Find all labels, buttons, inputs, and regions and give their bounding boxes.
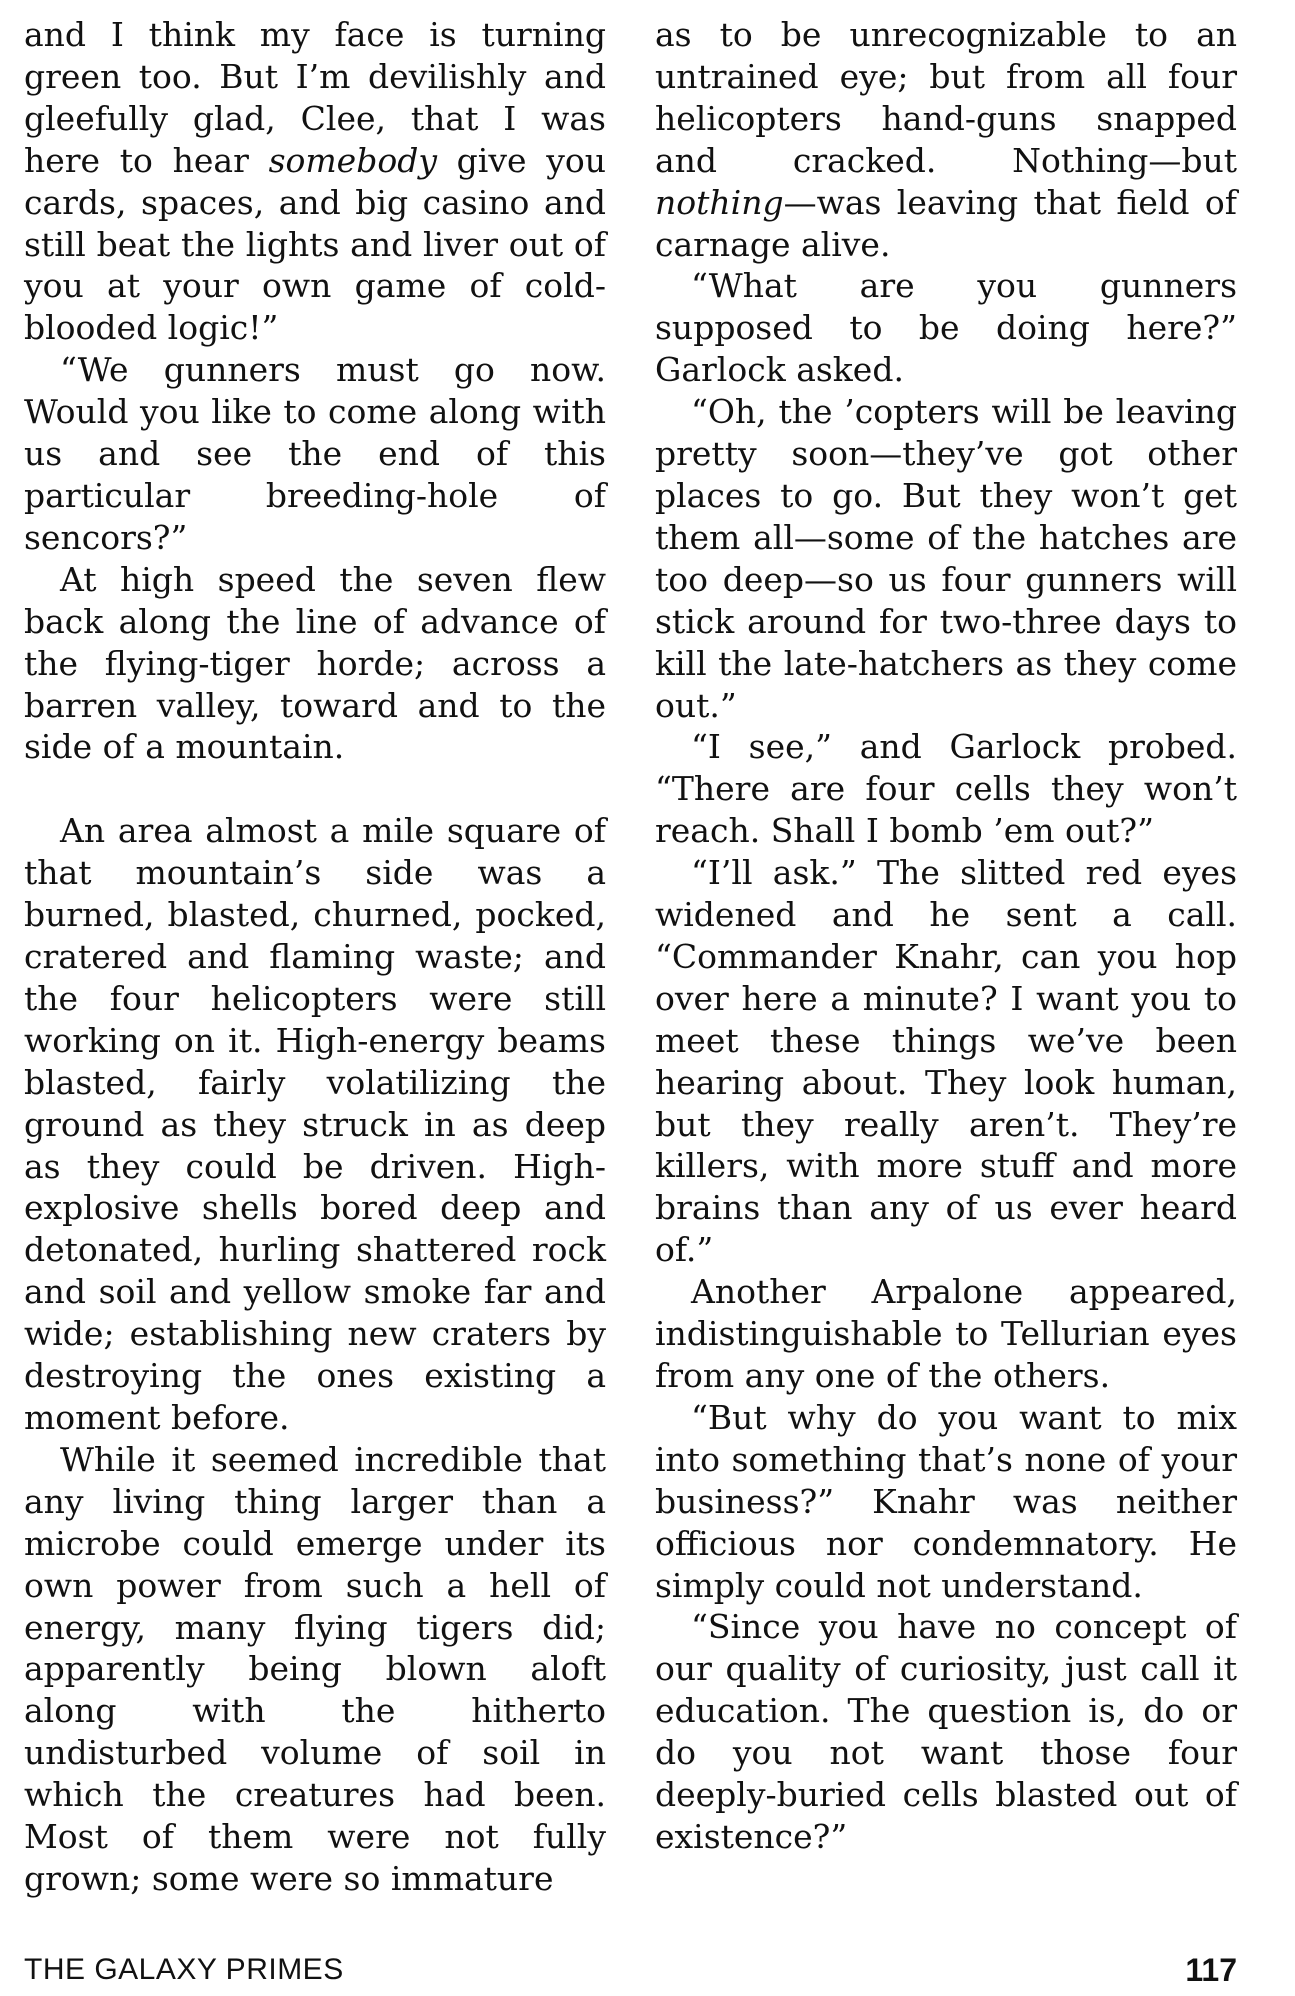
page-footer xyxy=(24,1950,1237,1990)
paragraph xyxy=(24,14,606,349)
left-column xyxy=(24,14,606,1900)
paragraph: “I see,” and Garlock probed. “There are four cells they won’t reach. Shall I bomb ’em out?” xyxy=(655,727,1237,851)
paragraph-text: and I think my face is turning green too. But I’m devilishly and gleefully glad, Clee, that I was here to hear xyxy=(24,15,606,180)
paragraph: “Oh, the ’copters will be leaving pretty soon—they’ve got other places to go. But they won’t get them all—some of the hatches are too deep—so us four gunners will stick around for two-three days to kill the late-hatchers as they come out.” xyxy=(655,392,1237,725)
running-title: THE GALAXY PRIMES xyxy=(24,1953,344,1986)
page-number: 117 xyxy=(1185,1952,1237,1988)
paragraph: At high speed the seven flew back along the line of advance of the flying-tiger horde; across a barren valley, toward and to the side of a mountain. xyxy=(24,559,606,767)
paragraph xyxy=(655,14,1237,265)
paragraph: An area almost a mile square of that mountain’s side was a burned, blasted, churned, pocked, cratered and flaming waste; and the four helicopters were still working on it. High-energy beams blasted, fairly volatilizing the ground as they struck in as deep as they could be driven. High-explosive shells bored deep and detonated, hurling shattered rock and soil and yellow smoke far and wide; establishing new craters by destroying the ones existing a moment before. xyxy=(24,811,606,1437)
paragraph: Another Arpalone appeared, indistinguishable to Tellurian eyes from any one of the others. xyxy=(655,1272,1237,1395)
emphasis-text: nothing xyxy=(655,182,784,222)
paragraph: “Since you have no concept of our quality of curiosity, just call it education. The question is, do or do you not want those four deeply-buried cells blasted out of existence?” xyxy=(655,1607,1237,1856)
paragraph-text: give you cards, spaces, and big casino and still beat the lights and liver out of you at your own game of cold-blooded logic!” xyxy=(24,140,606,348)
paragraph: “But why do you want to mix into something that’s none of your business?” Knahr was neither officious nor condemnatory. He simply could not understand. xyxy=(655,1397,1237,1605)
paragraph-text: as to be unrecognizable to an untrained eye; but from all four helicopters hand-guns snapped and cracked. Nothing—but xyxy=(655,15,1237,180)
section-break xyxy=(24,768,606,810)
paragraph: “I’ll ask.” The slitted red eyes widened and he sent a call. “Commander Knahr, can you hop over here a minute? I want you to meet these things we’ve been hearing about. They look human, but they really aren’t. They’re killers, with more stuff and more brains than any of us ever heard of.” xyxy=(655,853,1237,1270)
emphasis-text: somebody xyxy=(268,140,437,180)
paragraph: “We gunners must go now. Would you like to come along with us and see the end of this particular breeding-hole of sencors?” xyxy=(24,350,606,557)
paragraph: While it seemed incredible that any living thing larger than a microbe could emerge under its own power from such a hell of energy, many flying tigers did; apparently being blown aloft along with the hitherto undisturbed volume of soil in which the creatures had been. Most of them were not fully grown; some were so immature xyxy=(24,1439,606,1898)
paragraph: “What are you gunners supposed to be doing here?” Garlock asked. xyxy=(655,266,1237,390)
paragraph-text: —was leaving that field of carnage alive. xyxy=(655,182,1237,264)
right-column xyxy=(655,14,1237,1858)
